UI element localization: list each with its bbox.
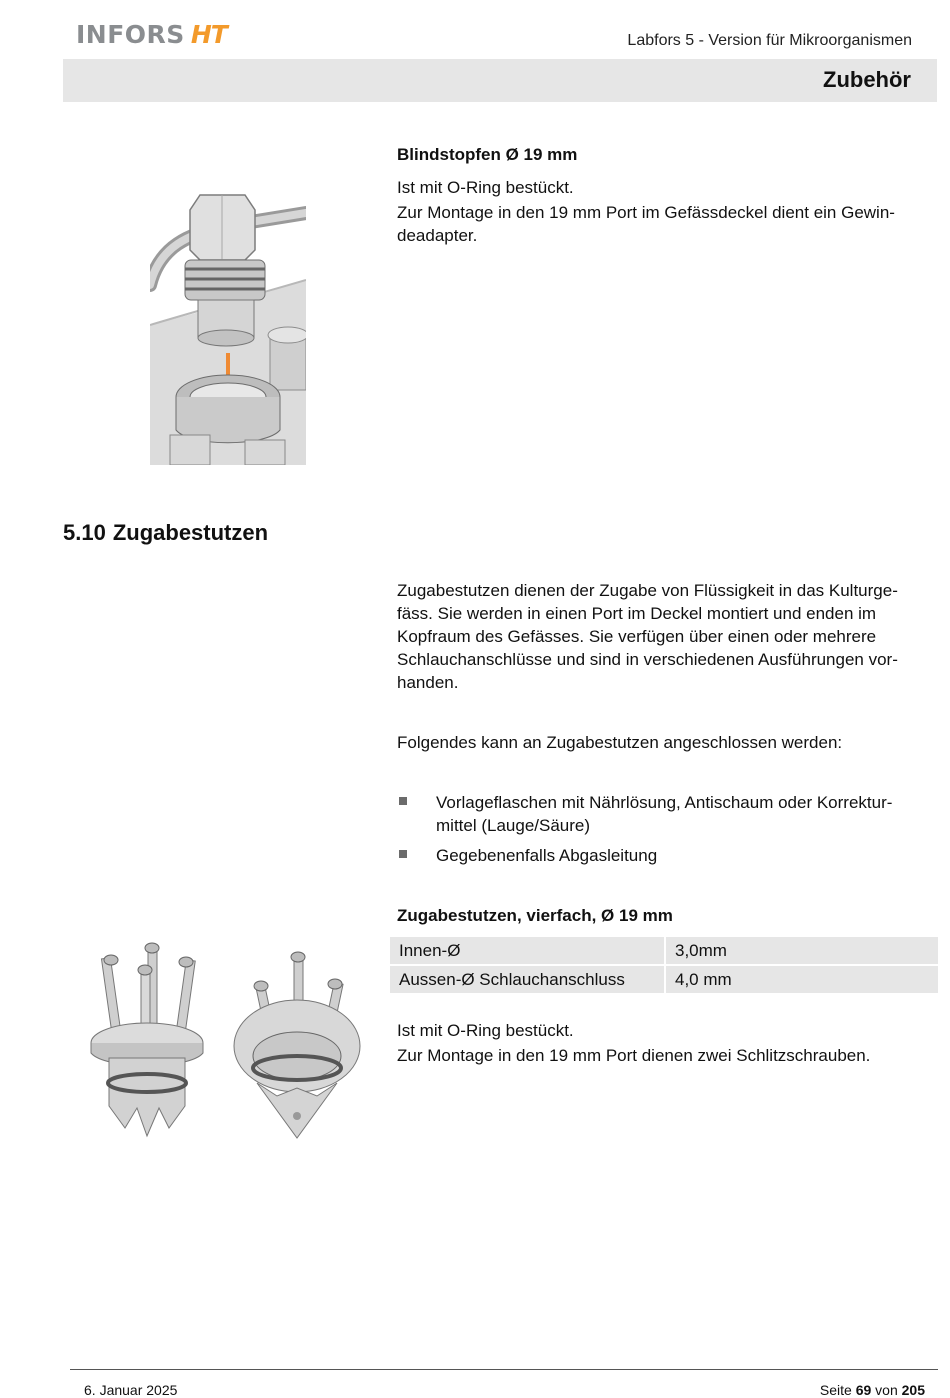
spec-value: 4,0 mm (666, 966, 938, 993)
bullet-text-line: Gegebenenfalls Abgasleitung (436, 846, 658, 865)
logo-text: INFORS (76, 20, 185, 49)
addition-port-text-2: Zur Montage in den 19 mm Port dienen zwei Schlitzschrauben. (397, 1046, 871, 1065)
spec-value: 3,0mm (666, 937, 938, 964)
logo-mark: HT (190, 20, 227, 49)
blind-plug-illustration (150, 185, 306, 465)
chapter-title: Zubehör (823, 67, 911, 92)
section-number: 5.10 (63, 520, 106, 545)
blind-plug-text-2: Zur Montage in den 19 mm Port im Gefässdeckel dient ein Gewin- (397, 203, 895, 222)
page-prefix: Seite (819, 1382, 852, 1398)
square-bullet-icon (399, 797, 407, 805)
intro-line: fäss. Sie werden in einen Port im Deckel montiert und enden im (397, 604, 877, 623)
page-separator: von (875, 1382, 898, 1398)
square-bullet-icon (399, 850, 407, 858)
bullet-list (397, 791, 892, 867)
infors-ht-logo (76, 20, 227, 49)
list-item (397, 844, 892, 867)
table-row (390, 966, 938, 993)
spec-table (388, 935, 940, 995)
page-number (820, 1382, 925, 1398)
bullet-text-line: mittel (Lauge/Säure) (436, 816, 591, 835)
list-item (397, 791, 892, 837)
addition-port-title: Zugabestutzen, vierfach, Ø 19 mm (397, 906, 673, 925)
chapter-band (63, 59, 937, 102)
intro-paragraph (397, 579, 937, 694)
spec-key: Aussen-Ø Schlauchanschluss (390, 966, 664, 993)
spec-key: Innen-Ø (390, 937, 664, 964)
intro-lead: Folgendes kann an Zugabestutzen angeschlossen werden: (397, 733, 843, 752)
section-heading (63, 520, 268, 546)
intro-line: Kopfraum des Gefässes. Sie verfügen über einen oder mehrere (397, 627, 877, 646)
blind-plug-title: Blindstopfen Ø 19 mm (397, 145, 578, 164)
page-current: 69 (855, 1382, 872, 1398)
intro-line: Schlauchanschlüsse und sind in verschiedenen Ausführungen vor- (397, 650, 898, 669)
page-total: 205 (901, 1382, 925, 1398)
footer-divider (70, 1369, 938, 1370)
document-title: Labfors 5 - Version für Mikroorganismen (627, 32, 912, 49)
blind-plug-text-1: Ist mit O-Ring bestückt. (397, 178, 574, 197)
blind-plug-text-3: deadapter. (397, 226, 478, 245)
section-title: Zugabestutzen (112, 520, 269, 545)
intro-line: handen. (397, 673, 459, 692)
bullet-text-line: Vorlageflaschen mit Nährlösung, Antischaum oder Korrektur- (436, 793, 893, 812)
addition-port-text-1: Ist mit O-Ring bestückt. (397, 1021, 574, 1040)
intro-line: Zugabestutzen dienen der Zugabe von Flüssigkeit in das Kulturge- (397, 581, 898, 600)
table-row (390, 937, 938, 964)
addition-port-illustration (85, 938, 370, 1143)
footer-date: 6. Januar 2025 (84, 1382, 178, 1398)
